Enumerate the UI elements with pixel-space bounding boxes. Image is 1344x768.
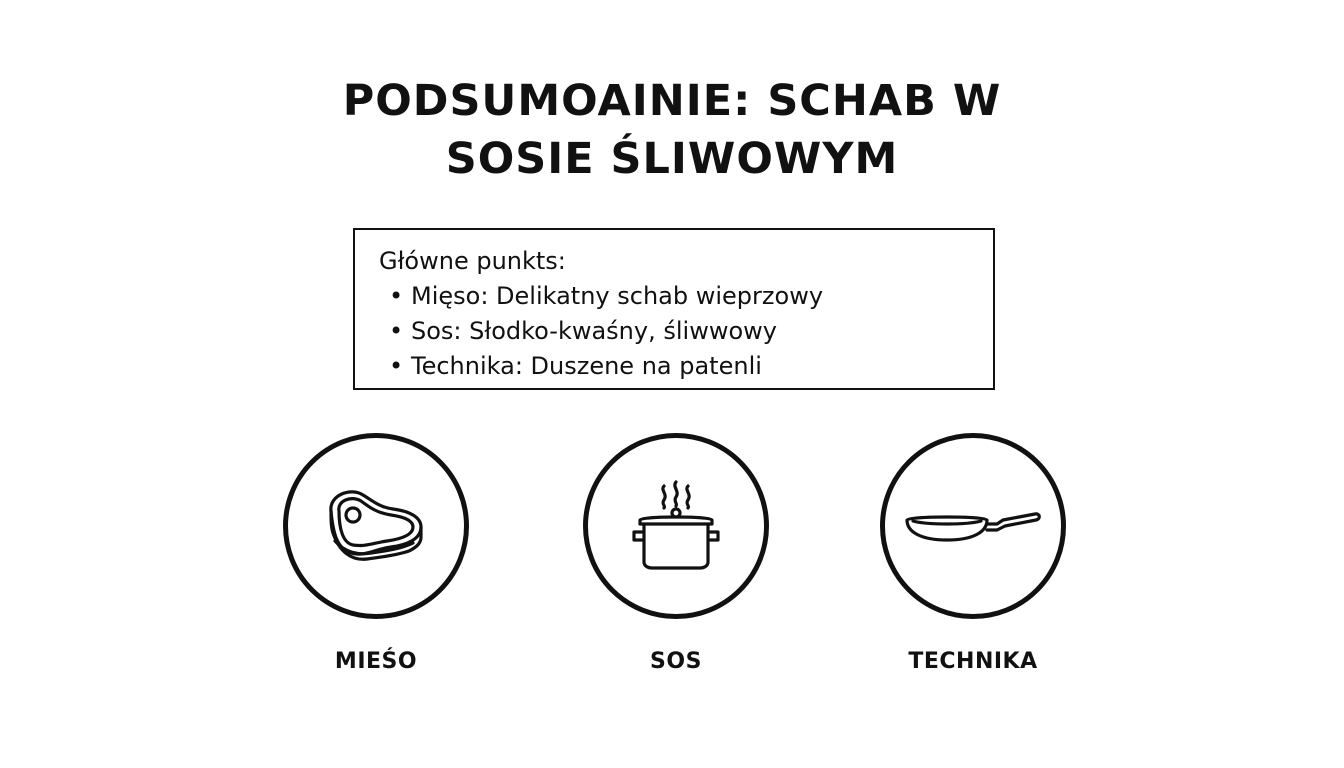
feature-sauce-circle [583,433,769,619]
feature-sauce [583,433,769,675]
page-title [0,72,1344,188]
feature-sauce-label: SOS [650,649,702,674]
feature-meat-circle [283,433,469,619]
steaming-pot-icon [626,478,726,574]
key-points-heading: Główne punkts: [379,247,566,275]
key-points-box [353,228,995,390]
key-point-sauce: • Sos: Słodko-kwaśny, śliwwowy [379,314,969,349]
feature-meat [283,433,469,675]
feature-technique [880,433,1066,675]
key-points-list [379,279,969,384]
feature-technique-label: TECHNIKA [908,649,1038,674]
feature-meat-label: MIEŚO [334,649,418,674]
key-point-technique: • Technika: Duszene na patenli [379,349,969,384]
frying-pan-icon [903,506,1043,546]
steak-icon [321,481,431,571]
page-title-line-1: PODSUMOAINIE: SCHAB W [342,76,1002,126]
key-point-meat: • Mięso: Delikatny schab wieprzowy [379,279,969,314]
page-title-line-2: SOSIE ŚLIWOWYM [445,134,899,184]
feature-technique-circle [880,433,1066,619]
